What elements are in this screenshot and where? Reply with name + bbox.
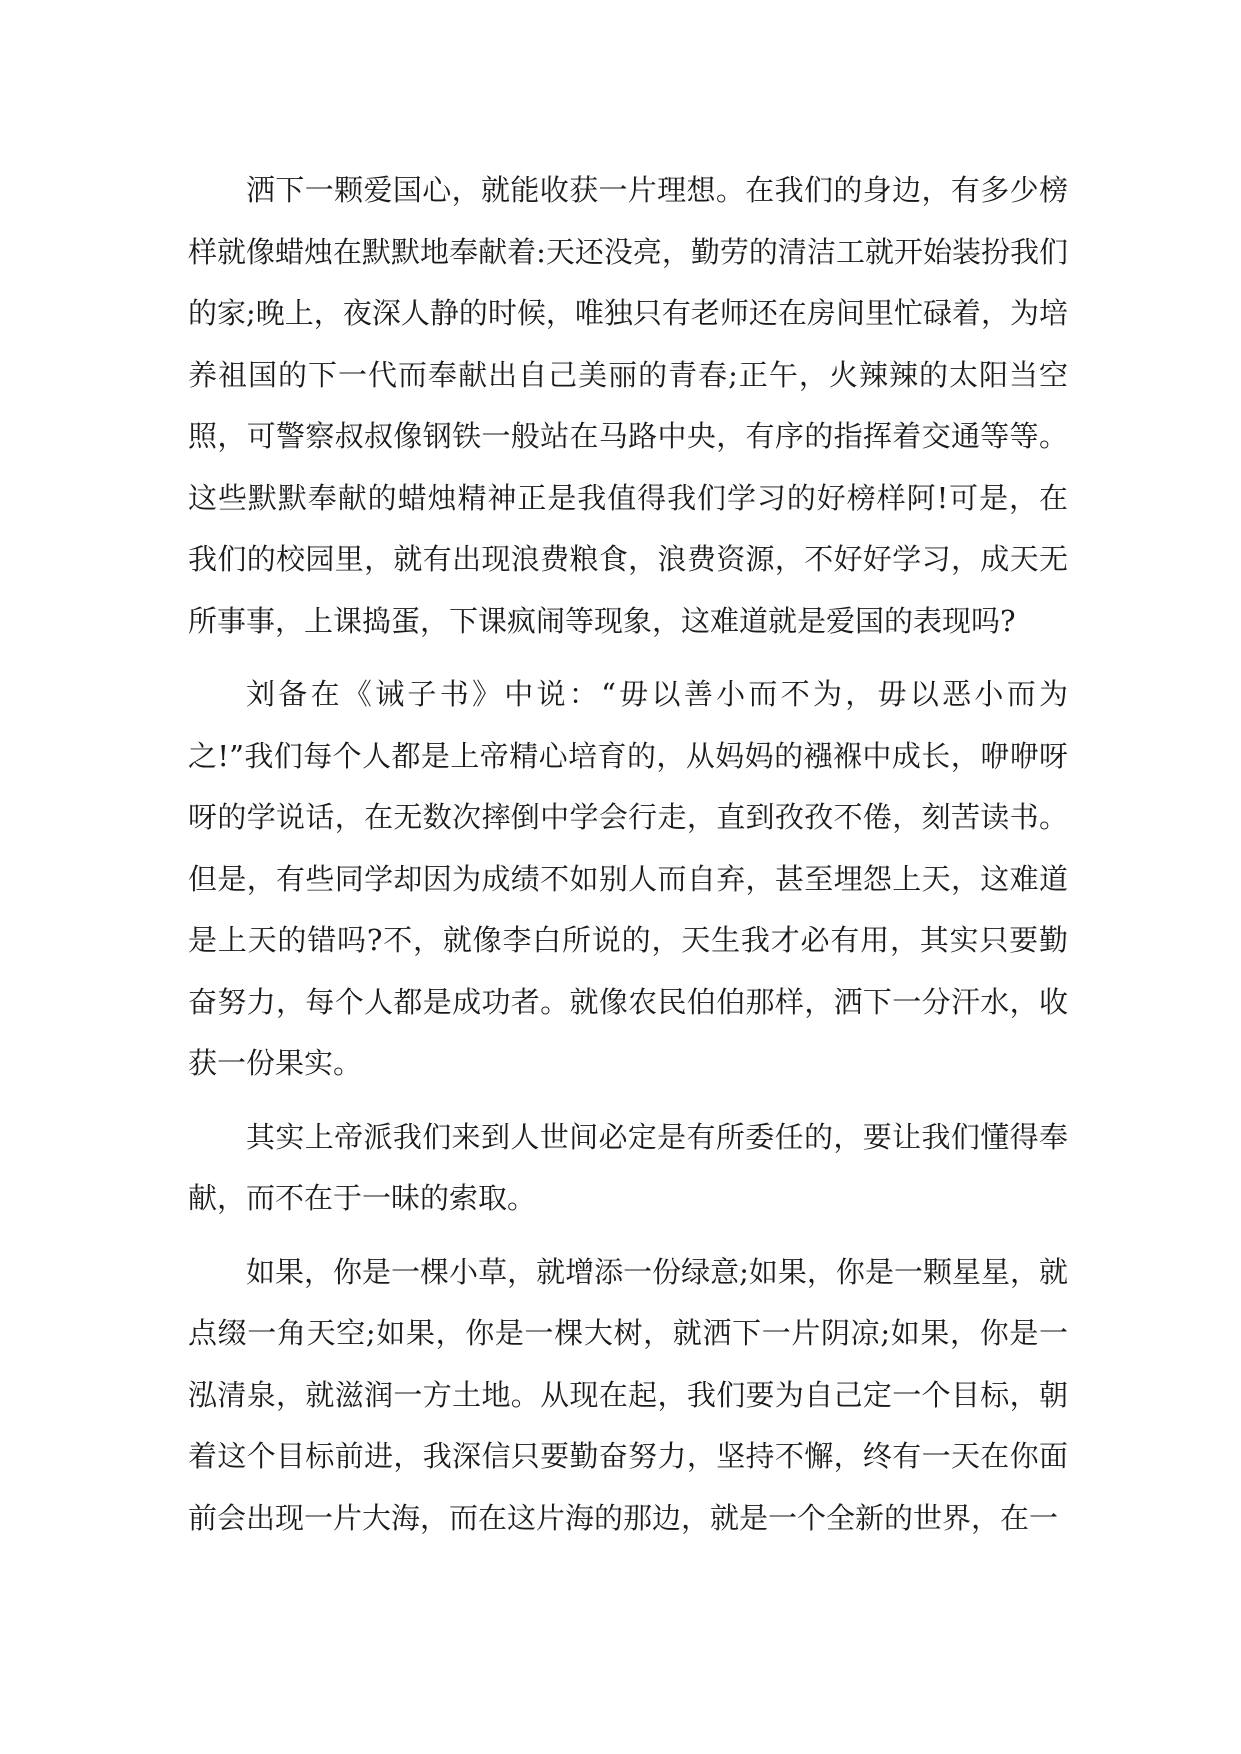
paragraph-2: 刘备在《诫子书》中说：“毋以善小而不为，毋以恶小而为之!”我们每个人都是上帝精心培育的，从妈妈的襁褓中成长，咿咿呀呀的学说话，在无数次摔倒中学会行走，直到孜孜不倦，刻苦读书。但是，有些同学却因为成绩不如别人而自弃，甚至埋怨上天，这难道是上天的错吗?不，就像李白所说的，天生我才必有用，其实只要勤奋努力，每个人都是成功者。就像农民伯伯那样，洒下一分汗水，收获一份果实。 [188, 677, 1068, 1080]
paragraph-3: 其实上帝派我们来到人世间必定是有所委任的，要让我们懂得奉献，而不在于一昧的索取。 [188, 1119, 1068, 1215]
paragraph-4: 如果，你是一棵小草，就增添一份绿意;如果，你是一颗星星，就点缀一角天空;如果，你是一棵大树，就洒下一片阴凉;如果，你是一泓清泉，就滋润一方土地。从现在起，我们要为自己定一个目标，朝着这个目标前进，我深信只要勤奋努力，坚持不懈，终有一天在你面前会出现一片大海，而在这片海的那边，就是一个全新的世界，在一 [188, 1254, 1068, 1535]
document-page [188, 160, 1068, 1549]
paragraph-1: 洒下一颗爱国心，就能收获一片理想。在我们的身边，有多少榜样就像蜡烛在默默地奉献着:天还没亮，勤劳的清洁工就开始装扮我们的家;晚上，夜深人静的时候，唯独只有老师还在房间里忙碌着，为培养祖国的下一代而奉献出自己美丽的青春;正午，火辣辣的太阳当空照，可警察叔叔像钢铁一般站在马路中央，有序的指挥着交通等等。这些默默奉献的蜡烛精神正是我值得我们学习的好榜样阿!可是，在我们的校园里，就有出现浪费粮食，浪费资源，不好好学习，成天无所事事，上课捣蛋，下课疯闹等现象，这难道就是爱国的表现吗? [188, 173, 1068, 638]
